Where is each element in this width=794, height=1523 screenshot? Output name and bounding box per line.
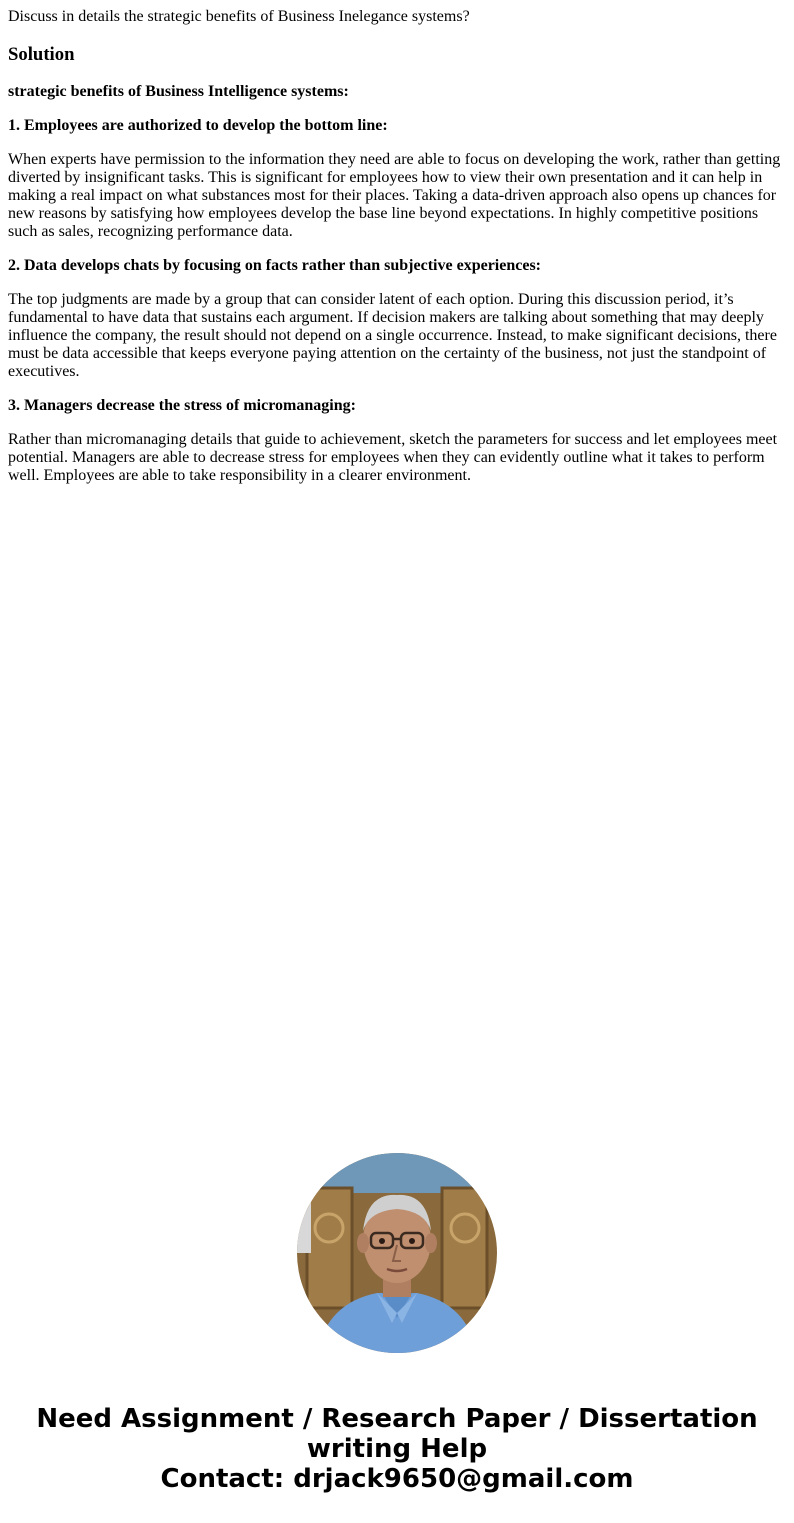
point-1-body: When experts have permission to the information they need are able to focus on developing the work, rather than getting diverted by insignificant tasks. This is significant for employees how to view their own presentation and it can help in making a real impact on what substances most for their places. Taking a data-driven approach also opens up chances for new reasons by satisfying how employees develop the base line beyond expectations. In highly competitive positions such as sales, recognizing performance data. — [8, 151, 781, 240]
point-2-heading: 2. Data develops chats by focusing on facts rather than subjective experiences: — [8, 257, 541, 274]
solution-heading: Solution — [8, 44, 75, 65]
point-1-heading: 1. Employees are authorized to develop the bottom line: — [8, 117, 388, 134]
point-2-body: The top judgments are made by a group that can consider latent of each option. During this discussion period, it’s fundamental to have data that sustains each argument. If decision makers are talking about something that may deeply influence the company, the result should not depend on a single occurrence. Instead, to make significant decisions, there must be data accessible that keeps everyone paying attention on the certainty of the business, not just the standpoint of executives. — [8, 291, 777, 380]
author-portrait-image — [297, 1153, 497, 1353]
answer-document — [8, 8, 786, 485]
promo-line-1: Need Assignment / Research Paper / Dissertation — [36, 1404, 758, 1434]
point-3-heading: 3. Managers decrease the stress of micromanaging: — [8, 397, 356, 414]
point-3-body: Rather than micromanaging details that guide to achievement, sketch the parameters for success and let employees meet potential. Managers are able to decrease stress for employees when they can evidently outline what it takes to perform well. Employees are able to take responsibility in a clearer environment. — [8, 431, 778, 484]
author-avatar — [297, 1153, 497, 1353]
promo-banner — [0, 1404, 794, 1494]
promo-line-2: writing Help — [306, 1434, 488, 1464]
question-text: Discuss in details the strategic benefits of Business Inelegance systems? — [8, 8, 470, 25]
intro-heading: strategic benefits of Business Intelligence systems: — [8, 83, 349, 100]
promo-contact: Contact: drjack9650@gmail.com — [160, 1464, 634, 1494]
